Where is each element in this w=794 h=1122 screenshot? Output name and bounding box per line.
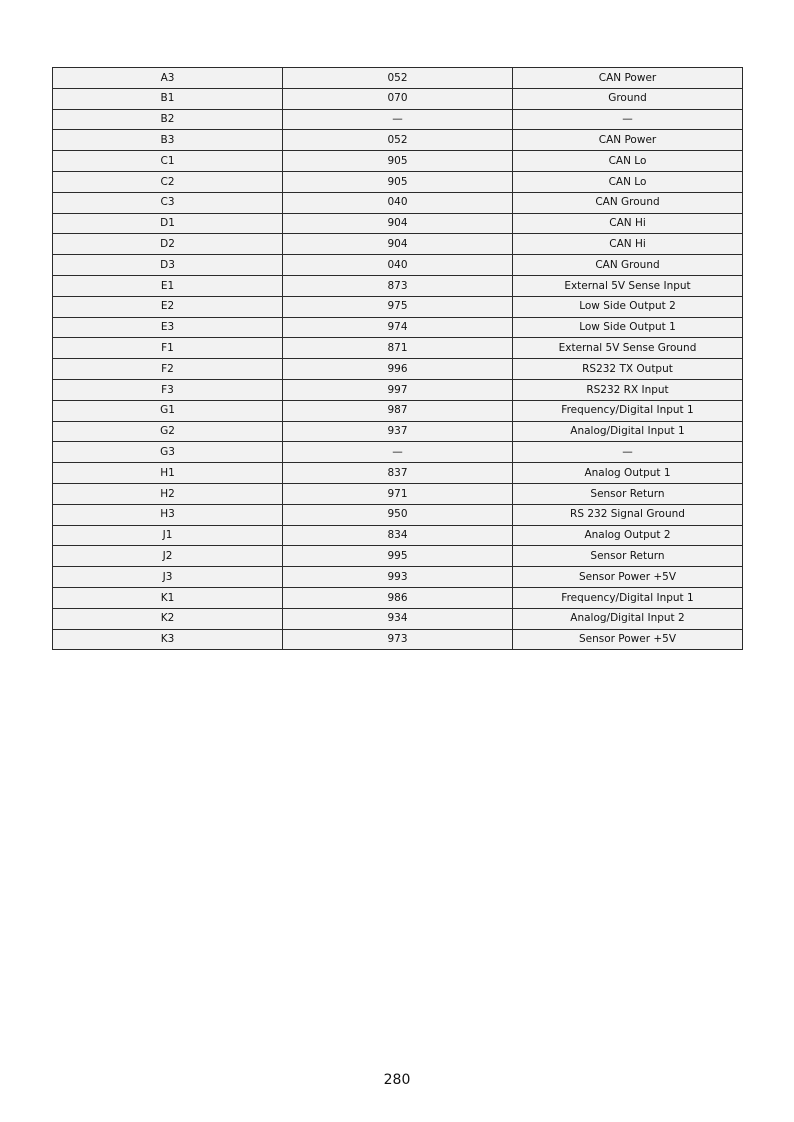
pin-cell: D1: [53, 213, 283, 234]
wire-cell: 871: [283, 338, 513, 359]
table-row: [53, 68, 743, 89]
function-cell: RS 232 Signal Ground: [513, 504, 743, 525]
function-cell: CAN Power: [513, 68, 743, 89]
table-row: [53, 463, 743, 484]
function-cell: Sensor Return: [513, 546, 743, 567]
pin-cell: H2: [53, 483, 283, 504]
table-row: [53, 88, 743, 109]
pin-cell: C2: [53, 171, 283, 192]
table-row: [53, 192, 743, 213]
pin-cell: G2: [53, 421, 283, 442]
wire-cell: 934: [283, 608, 513, 629]
table-row: [53, 400, 743, 421]
function-cell: Sensor Power +5V: [513, 629, 743, 650]
pin-cell: D3: [53, 255, 283, 276]
table-row: [53, 275, 743, 296]
table-row: [53, 171, 743, 192]
wire-cell: 834: [283, 525, 513, 546]
pin-cell: B2: [53, 109, 283, 130]
wire-cell: 986: [283, 587, 513, 608]
function-cell: —: [513, 109, 743, 130]
pin-cell: J2: [53, 546, 283, 567]
table-row: [53, 296, 743, 317]
wire-cell: 996: [283, 359, 513, 380]
wire-cell: 052: [283, 68, 513, 89]
function-cell: Frequency/Digital Input 1: [513, 587, 743, 608]
table-row: [53, 421, 743, 442]
function-cell: External 5V Sense Input: [513, 275, 743, 296]
pin-cell: K3: [53, 629, 283, 650]
wire-cell: —: [283, 109, 513, 130]
function-cell: —: [513, 442, 743, 463]
wire-cell: 070: [283, 88, 513, 109]
pin-cell: G3: [53, 442, 283, 463]
table-row: [53, 442, 743, 463]
pin-cell: B3: [53, 130, 283, 151]
wire-cell: 905: [283, 171, 513, 192]
wire-cell: 974: [283, 317, 513, 338]
pin-assignment-table: [52, 67, 743, 650]
pin-cell: F2: [53, 359, 283, 380]
function-cell: CAN Hi: [513, 213, 743, 234]
pin-cell: F3: [53, 379, 283, 400]
wire-cell: 040: [283, 192, 513, 213]
wire-cell: 987: [283, 400, 513, 421]
pin-cell: D2: [53, 234, 283, 255]
function-cell: Analog/Digital Input 1: [513, 421, 743, 442]
function-cell: CAN Ground: [513, 255, 743, 276]
function-cell: CAN Hi: [513, 234, 743, 255]
pin-cell: E2: [53, 296, 283, 317]
wire-cell: 971: [283, 483, 513, 504]
table-row: [53, 234, 743, 255]
pin-cell: C1: [53, 151, 283, 172]
function-cell: Ground: [513, 88, 743, 109]
wire-cell: 993: [283, 567, 513, 588]
function-cell: Frequency/Digital Input 1: [513, 400, 743, 421]
function-cell: RS232 TX Output: [513, 359, 743, 380]
table-row: [53, 379, 743, 400]
wire-cell: 937: [283, 421, 513, 442]
table-row: [53, 483, 743, 504]
wire-cell: 975: [283, 296, 513, 317]
wire-cell: 905: [283, 151, 513, 172]
function-cell: External 5V Sense Ground: [513, 338, 743, 359]
pin-cell: C3: [53, 192, 283, 213]
wire-cell: 040: [283, 255, 513, 276]
wire-cell: 837: [283, 463, 513, 484]
table-row: [53, 338, 743, 359]
wire-cell: 997: [283, 379, 513, 400]
function-cell: Sensor Return: [513, 483, 743, 504]
pin-cell: E1: [53, 275, 283, 296]
table-row: [53, 629, 743, 650]
function-cell: CAN Power: [513, 130, 743, 151]
function-cell: Low Side Output 2: [513, 296, 743, 317]
pin-cell: J1: [53, 525, 283, 546]
function-cell: Analog Output 1: [513, 463, 743, 484]
page-number: 280: [383, 1072, 411, 1088]
pin-cell: K1: [53, 587, 283, 608]
pin-cell: H3: [53, 504, 283, 525]
function-cell: CAN Lo: [513, 171, 743, 192]
table-row: [53, 317, 743, 338]
function-cell: CAN Lo: [513, 151, 743, 172]
table-row: [53, 587, 743, 608]
table-row: [53, 213, 743, 234]
wire-cell: 904: [283, 234, 513, 255]
table-row: [53, 525, 743, 546]
table-row: [53, 608, 743, 629]
pin-cell: B1: [53, 88, 283, 109]
function-cell: Sensor Power +5V: [513, 567, 743, 588]
pin-cell: A3: [53, 68, 283, 89]
table-row: [53, 151, 743, 172]
table-row: [53, 109, 743, 130]
pin-cell: G1: [53, 400, 283, 421]
wire-cell: 904: [283, 213, 513, 234]
wire-cell: 995: [283, 546, 513, 567]
table-row: [53, 504, 743, 525]
wire-cell: 950: [283, 504, 513, 525]
wire-cell: 873: [283, 275, 513, 296]
function-cell: CAN Ground: [513, 192, 743, 213]
pin-cell: K2: [53, 608, 283, 629]
function-cell: Analog/Digital Input 2: [513, 608, 743, 629]
wire-cell: 973: [283, 629, 513, 650]
table-row: [53, 130, 743, 151]
pin-cell: H1: [53, 463, 283, 484]
table-row: [53, 255, 743, 276]
pin-cell: J3: [53, 567, 283, 588]
table-row: [53, 359, 743, 380]
function-cell: Low Side Output 1: [513, 317, 743, 338]
table-row: [53, 567, 743, 588]
function-cell: Analog Output 2: [513, 525, 743, 546]
pin-cell: E3: [53, 317, 283, 338]
table-row: [53, 546, 743, 567]
wire-cell: —: [283, 442, 513, 463]
wire-cell: 052: [283, 130, 513, 151]
function-cell: RS232 RX Input: [513, 379, 743, 400]
pin-cell: F1: [53, 338, 283, 359]
pin-table-body: [53, 68, 743, 650]
